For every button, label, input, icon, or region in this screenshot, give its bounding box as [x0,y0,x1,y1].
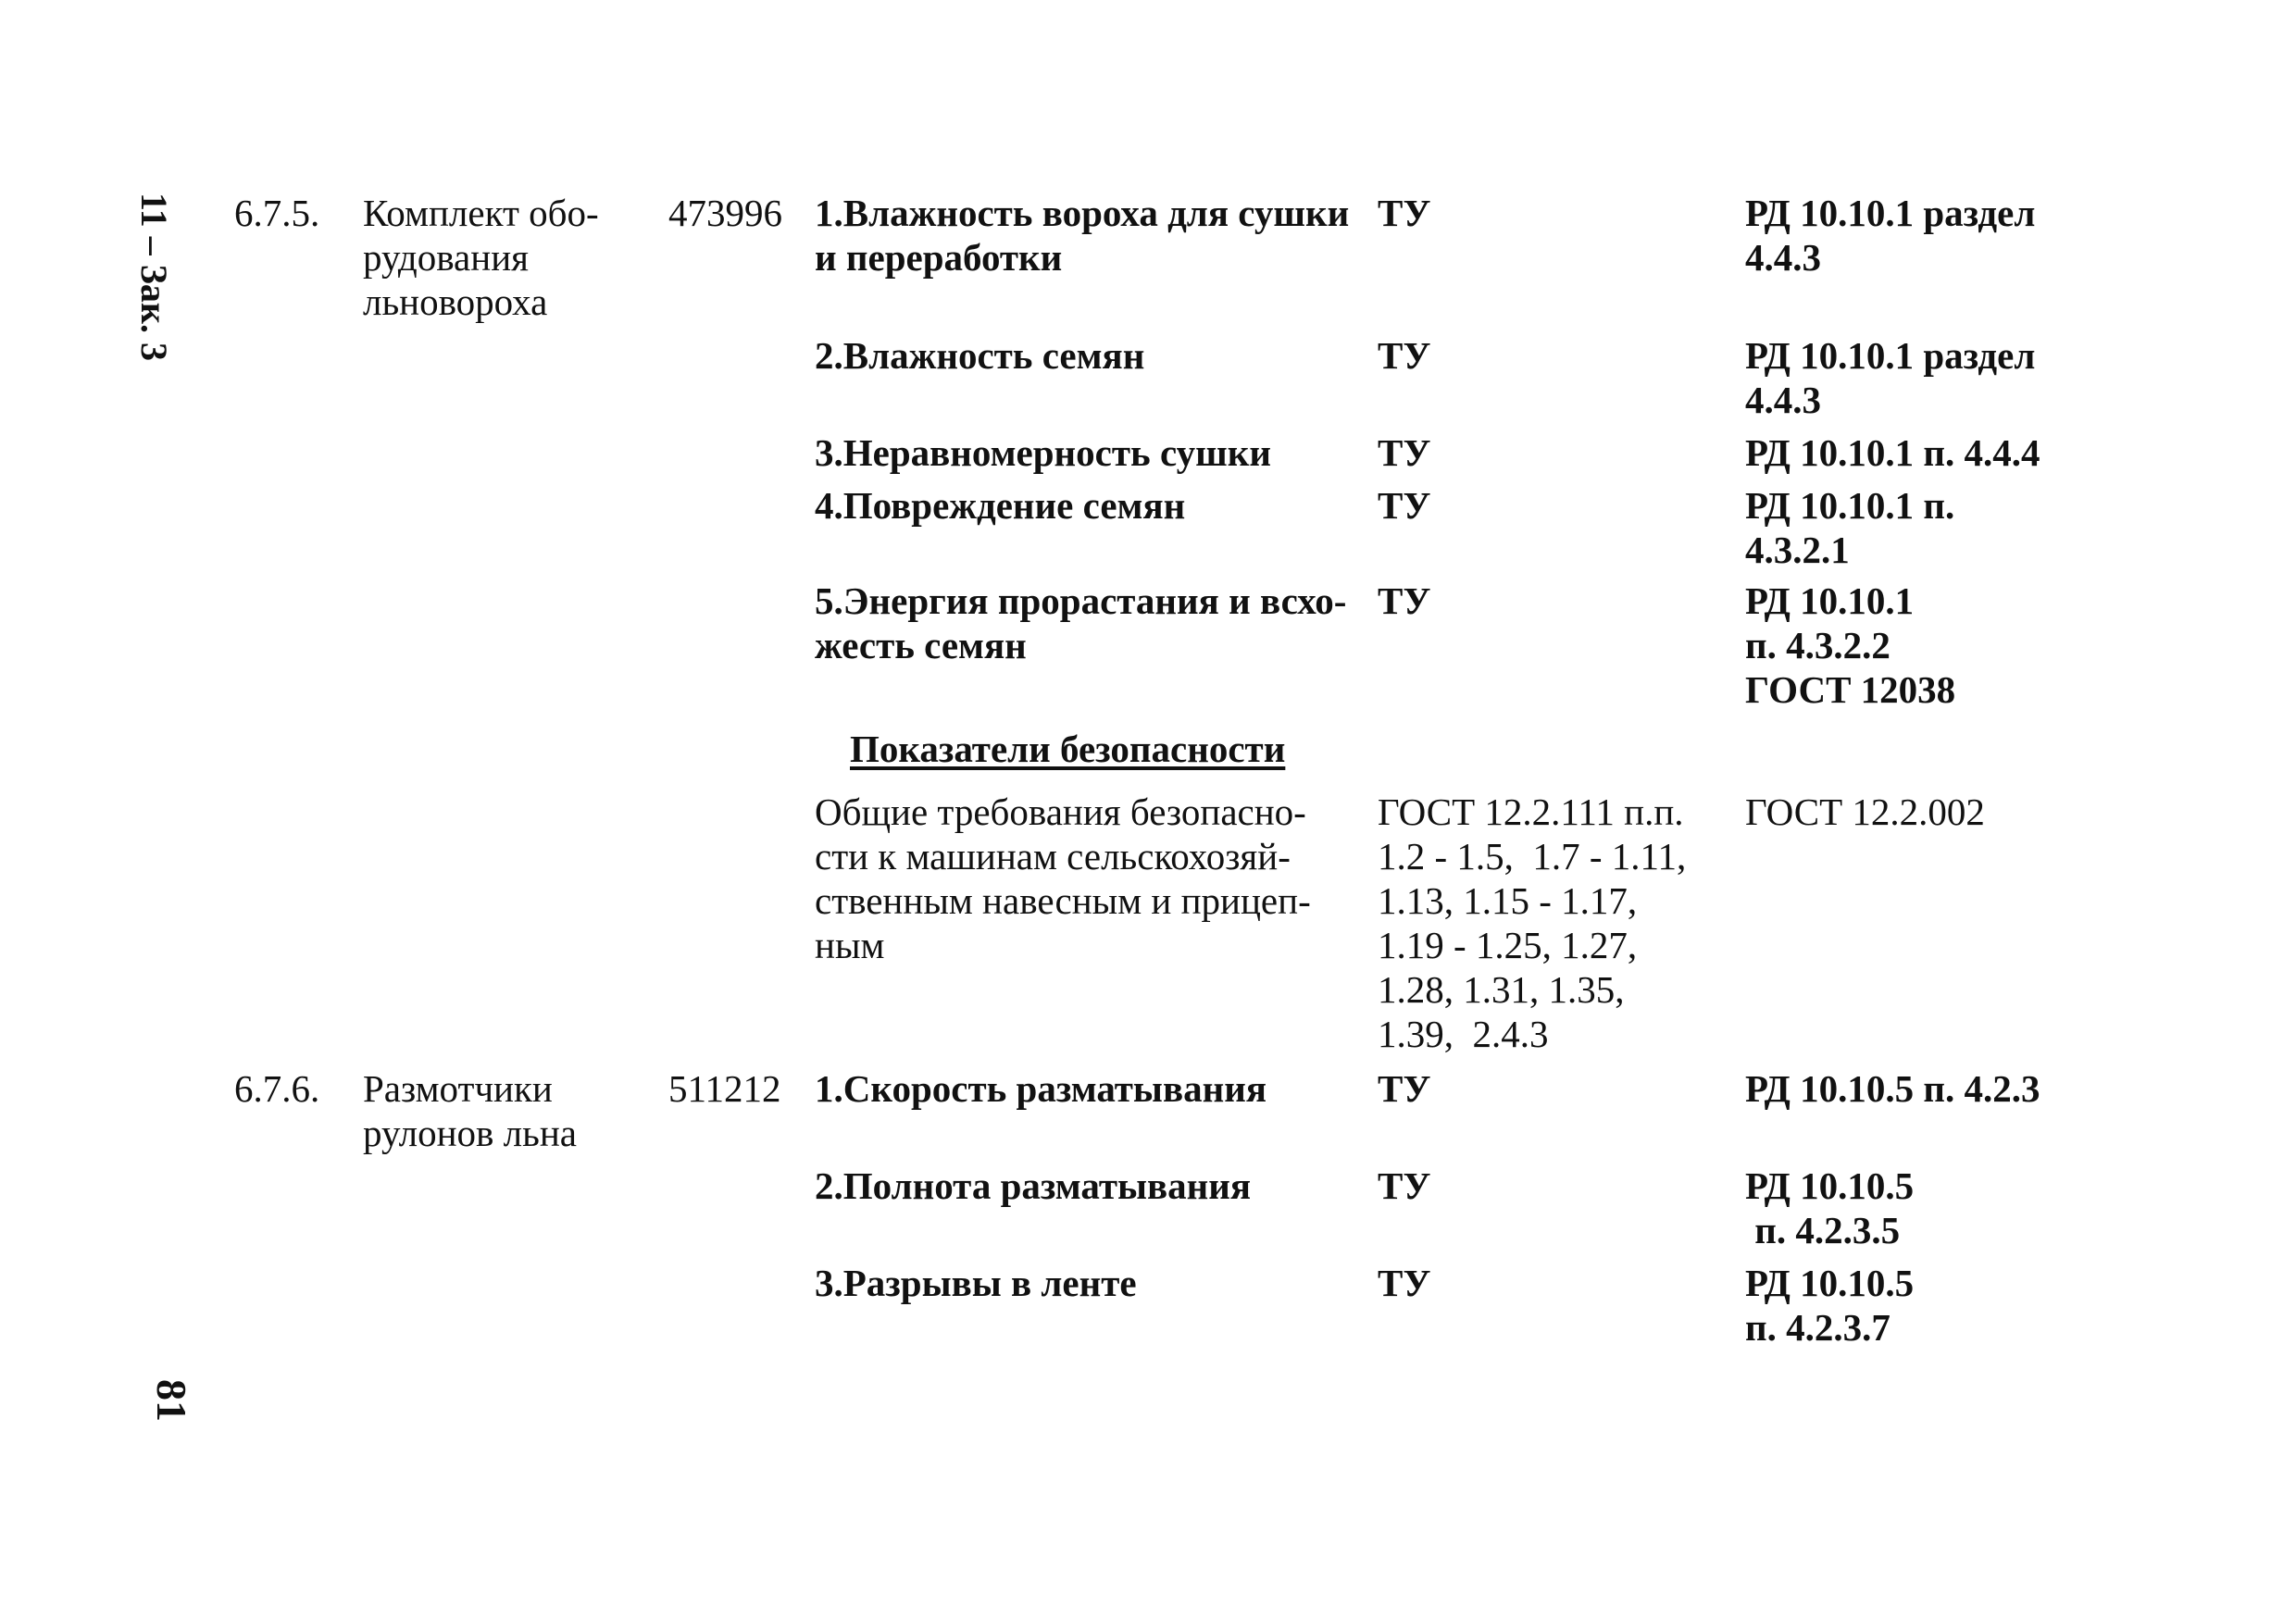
method: РД 10.10.5 п. 4.2.3.5 [1745,1164,1915,1251]
norm: ТУ [1378,484,1431,527]
indicator: 4.Повреждение семян [815,484,1186,527]
indicator: 1.Скорость разматывания [815,1067,1267,1110]
side-label: 11 – Зак. 3 [133,193,175,361]
method: РД 10.10.1 раздел 4.4.3 [1745,334,2036,421]
norm: ТУ [1378,431,1431,474]
norm: ТУ [1378,334,1431,377]
item-name: Комплект обо- рудования льновороха [363,192,599,323]
method: РД 10.10.1 п. 4.4.4 [1745,431,2040,474]
safety-method: ГОСТ 12.2.002 [1745,790,1985,833]
item-code: 473996 [668,192,782,234]
indicator: 5.Энергия прорастания и всхо- жесть семян [815,579,1347,666]
method: РД 10.10.1 п. 4.3.2.1 [1745,484,1955,571]
indicator: 2.Влажность семян [815,334,1145,377]
section-heading: Показатели безопасности [850,728,1286,770]
safety-norm: ГОСТ 12.2.111 п.п. 1.2 - 1.5, 1.7 - 1.11, 1.13, 1.15 - 1.17, 1.19 - 1.25, 1.27, 1.28, 1.31, 1.35, 1.39, 2.4.3 [1378,790,1687,1055]
indicator: 3.Неравномерность сушки [815,431,1271,474]
indicator: 1.Влажность вороха для сушки и переработки [815,192,1350,279]
norm: ТУ [1378,1067,1431,1110]
method: РД 10.10.5 п. 4.2.3.7 [1745,1262,1915,1349]
page-number: 81 [148,1379,195,1422]
method: РД 10.10.5 п. 4.2.3 [1745,1067,2040,1110]
norm: ТУ [1378,1262,1431,1304]
item-code: 511212 [668,1067,781,1110]
item-name: Размотчики рулонов льна [363,1067,577,1154]
indicator: 2.Полнота разматывания [815,1164,1252,1207]
norm: ТУ [1378,579,1431,622]
item-number: 6.7.5. [234,192,320,234]
method: РД 10.10.1 п. 4.3.2.2 ГОСТ 12038 [1745,579,1956,711]
indicator: 3.Разрывы в ленте [815,1262,1137,1304]
norm: ТУ [1378,1164,1431,1207]
safety-indicator: Общие требования безопасно- сти к машинам сельскохозяй- ственным навесным и прицеп- ным [815,790,1311,966]
norm: ТУ [1378,192,1431,234]
method: РД 10.10.1 раздел 4.4.3 [1745,192,2036,279]
item-number: 6.7.6. [234,1067,320,1110]
